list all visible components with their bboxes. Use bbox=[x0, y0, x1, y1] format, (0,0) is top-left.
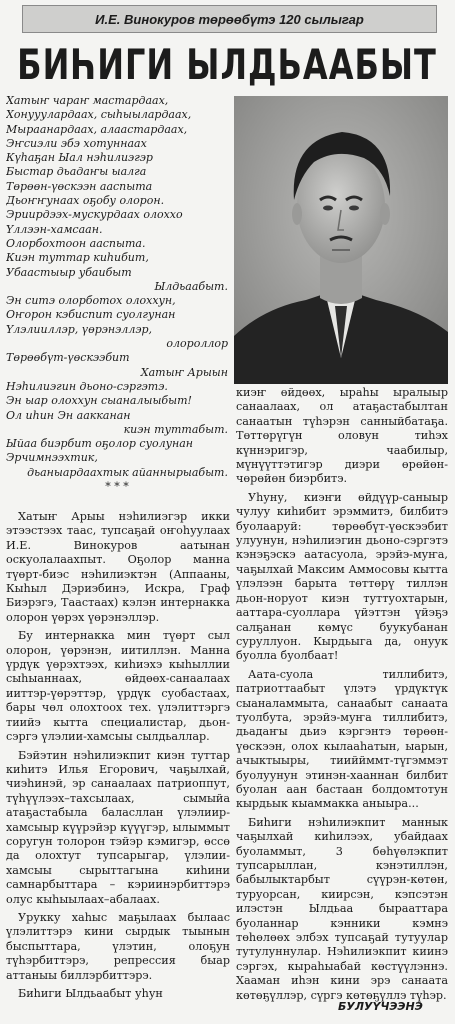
poem-line: Ыйаа биэрбит оҕолор суолунан bbox=[6, 437, 194, 451]
author-signature: БУЛУҮЧЭЭНЭ bbox=[338, 1000, 423, 1013]
portrait-photo bbox=[234, 96, 448, 384]
poem-line: Эрчимнээхтик, bbox=[6, 451, 98, 465]
paragraph: Бэйэтин нэһилиэкпит киэн туттар киһитэ Илья Егорович, чаҕылхай, чиэһинэй, эр санаалаах патриоппут, түһүүлээх–тахсылаах, сымыйа атаҕастабыла баласллан үлэлиир-хамсыыр күүрэйэр күүүгэр, ылыммыт соругун толорон тэйэр кэмигэр, өссө да олохтут тупсарыгар, үлэлии-хамсыы сырыттагына киһини самнарбыттара – кэриинэрбиттэрэ олус кыһыылаах–абалаах. bbox=[6, 748, 230, 906]
section-divider: * * * bbox=[105, 480, 129, 494]
paragraph: Уһуну, киэҥи өйдүүр-саныыр чулуу киһибит эрэммитэ, билбитэ буолааруй: төрөөбүт-үөскээбит улуунун, нэһилиэгин дьоно-сэргэтэ кэнэҕэскэ аатасуола, эрэйэ-муҥа, чаҕылхай Максим Аммосовы кытта үлэлээн барыта төттөрү тиллэн дьон-норуот киэн туттуохтарын, ааттара-суоллара үйэттэн үйэҕэ салҕанан көмүс буукубанан суруллуон. Кырдьыга да, онуук буолла буолбаат! bbox=[236, 490, 448, 663]
article-column-left bbox=[6, 510, 230, 1005]
poem-line: Хатыҥ чараҥ мастардаах, bbox=[6, 94, 169, 107]
paragraph: Аата-суола тиллибитэ, патриоттаабыт үлэтэ үрдүктүк сыаналаммыта, санаабыт санаата туолбута, эрэйэ-муҥа тиллибитэ, дьадаҥы дьиэ кэргэнтэ төрөөн-үөскээн, олох кылааһатын, ыарын, ачыктыыры, тииййммт-түгэммэт буолуунун этинэн-хааннан билбит буолан аан бастаан болдомтотун кырдьык кыаммакка аныыра... bbox=[236, 667, 448, 811]
poem-line: Олорбохтоон ааспыта. bbox=[6, 236, 146, 250]
paragraph: Урукку хаһыс маҕылаах былаас үлэлиттэрэ кини сырдык тыынын быспыттара, үлэтин, олоҕун түһэрбиттэрэ, репрессия быар аттаныы биллэрбиттэрэ. bbox=[6, 910, 230, 982]
poem-line: Ылдьаабыт. bbox=[154, 279, 228, 293]
poem-line: киэн туттабыт. bbox=[123, 422, 228, 436]
paragraph: Хатыҥ Арыы нэһилиэгэр икки этээстээх таас, тупсаҕай оҥоһуулаах И.Е. Винокуров аатынан оскуолалаахпыт. Оҕолор манна түөрт-биэс нэһилиэктэн (Аппааны, Кыһыл Дэриэбинэ, Искра, Граф Биэрэгэ, Таастаах) кэлэн интернакка олорон үөрэх үөрэнэллэр. bbox=[6, 510, 230, 624]
article-column-right bbox=[236, 386, 448, 1007]
poem-line: Мыраанардаах, алаастардаах, bbox=[6, 122, 188, 136]
poem-line: Үллээн-хамсаан. bbox=[6, 222, 103, 236]
poem-line: олороллор bbox=[166, 337, 228, 351]
poem-line: Нэһилиэгин дьоно-сэргэтэ. bbox=[6, 379, 168, 393]
paragraph: киэҥ өйдөөх, ыраһы ыралыыр санаалаах, ол атаҕастабылтан санаатын түһэрэн санныйбатаҕа. Төттөрүгүн оловун тиһэх күннэригэр, чаабилыр, мүнүүттэтигэр диэри өрөйөн-чөрөйөн биэрбитэ. bbox=[236, 386, 448, 486]
poem-line: Эн ситэ олорботох олоххун, bbox=[6, 294, 176, 308]
poem-line: дьаныардаахтык айаннырыабыт. bbox=[27, 465, 228, 479]
paragraph: Бу интернакка мин түөрт сыл олорон, үөрэнэн, иитиллэн. Манна үрдүк үөрэхтээх, киһиэхэ кыһыллии сыһыаннаах, өйдөөх-санаалаах ииттэр-үөрэттэр, үрдүк суобастаах, бары чөл олохтоох тех. үлэлиттэргэ тиийэ кытта специалистар, дьон-сэргэ үлэлии-хамсыы сылдьаллар. bbox=[6, 629, 230, 744]
poem-line: Хонууулардаах, сыһыылардаах, bbox=[6, 108, 192, 122]
poem-line: Хатыҥ Арыын bbox=[140, 365, 228, 379]
poem-line: Күһаҕан Ыал нэһилиэгэр bbox=[6, 151, 153, 165]
poem-line: Төрөөн-үөскээн ааспыта bbox=[6, 179, 153, 193]
poem-line: Үлэлииллэр, үөрэнэллэр, bbox=[6, 322, 153, 336]
poem-line: Быстар дьадаҥы ыалга bbox=[6, 165, 147, 179]
paragraph: Биһиги нэһилиэкпит маннык чаҕылхай киһилээх, убайдаах буоламмыт, 3 бөһүөлэкпит тупсарыллан, кэнэтиллэн, бабылыктарбыт сүүрэн-көтөн, туруорсан, киирсэн, кэпсэтэн илэстэн Ылдьаа бырааттара буоланнар кэнники кэмнэ төһөлөөх элбэх тупсаҕай тутуулар тутулуннулар. Нэһилиэкпит киинэ сэргэх, кыраһыабай көстүүлэннэ. Хааман иһэн кини эрэ санаата көтөҕүллэр, сүргэ көтөҕүллэ түһэр. bbox=[236, 815, 448, 1002]
poem-line: Киэн туттар киһибит, bbox=[6, 251, 149, 265]
article-headline: БИҺИГИ ЫЛДЬААБЫТ bbox=[17, 40, 437, 90]
poem-line: Убаастыыр убаибыт bbox=[6, 265, 132, 279]
poem-line: Оҥорон кэбиспит суолгунан bbox=[6, 308, 176, 322]
anniversary-banner: И.Е. Винокуров төрөөбүтэ 120 сылыгар bbox=[22, 5, 437, 33]
poem-block bbox=[6, 94, 228, 494]
poem-line: Дьоҥҥунаах оҕобу олорон. bbox=[6, 194, 165, 208]
poem-line: Ол иһин Эн аакканан bbox=[6, 408, 131, 422]
poem-line: Төрөөбүт-үөскээбит bbox=[6, 351, 130, 365]
poem-line: Эриирдээх-мускурдаах олоххо bbox=[6, 208, 183, 222]
poem-line: Эҥсиэли эбэ хотуннаах bbox=[6, 136, 147, 150]
paragraph: Биһиги Ылдьаабыт уһун bbox=[18, 987, 163, 1000]
poem-line: Эн ыар олоххун сыаналыыбыт! bbox=[6, 394, 192, 408]
